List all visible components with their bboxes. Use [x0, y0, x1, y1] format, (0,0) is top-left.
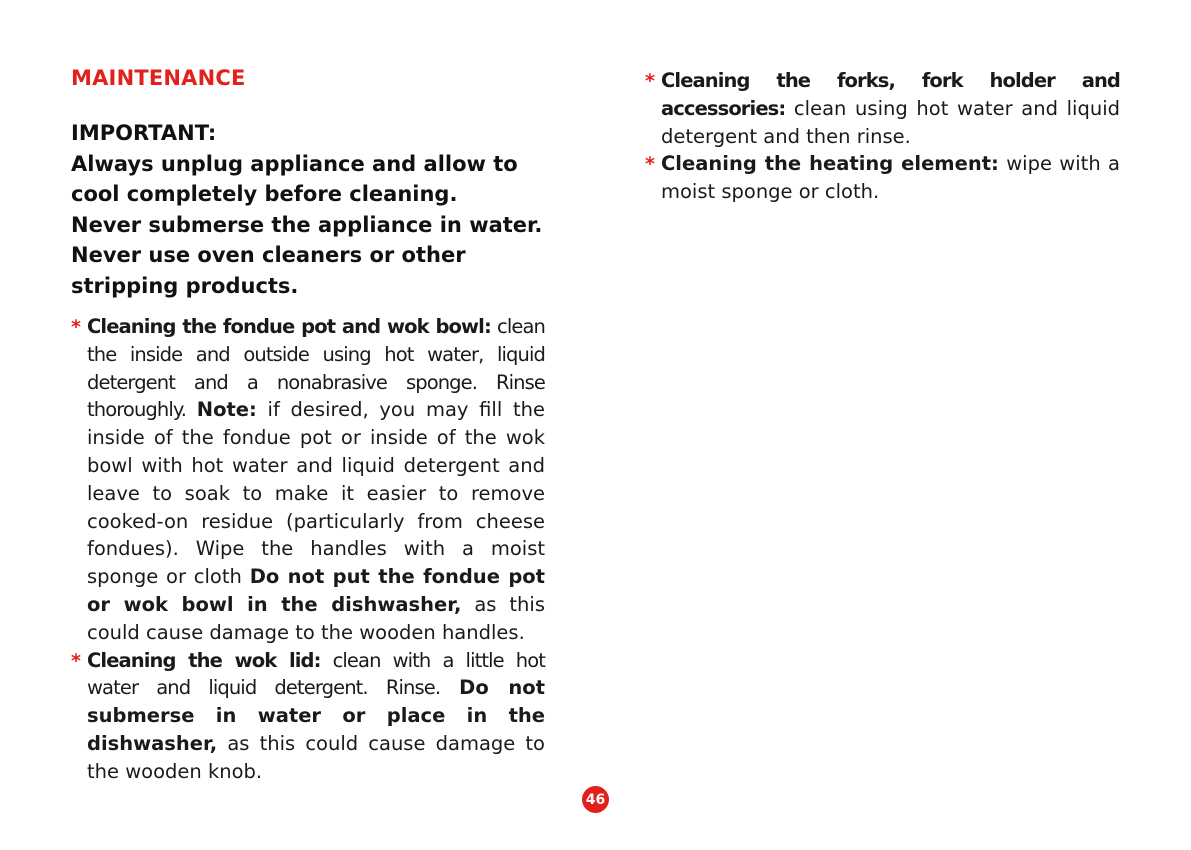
asterisk-icon: * [71, 316, 81, 338]
asterisk-icon: * [645, 70, 655, 92]
important-line-cleaners: Never use oven cleaners or other stripping products. [71, 243, 466, 298]
note-label: Note: [196, 398, 257, 422]
important-line-submerse: Never submerse the appliance in water. [71, 212, 543, 237]
important-label: IMPORTANT: [71, 121, 217, 145]
item-text: clean the inside and outside using hot water, liquid detergent and a nonabrasive sponge. Rinse thoroughly. [87, 315, 545, 422]
asterisk-icon: * [71, 649, 81, 672]
item-text: if desired, you may fill the inside of the fondue pot or inside of the wok bowl with hot water and liquid detergent and leave to soak to make it easier to remove cooked-on residue (particularly from cheese fondues). Wipe the handles with a moist sponge or cloth [87, 398, 545, 589]
list-item-fondue-pot [71, 313, 545, 647]
item-heading: Cleaning the fondue pot and wok bowl: [87, 315, 491, 338]
item-text: clean using hot water and liquid detergent and then rinse. [661, 96, 1120, 148]
item-heading: Cleaning the heating element: [661, 152, 999, 176]
item-text: wipe with a moist sponge or cloth. [661, 152, 1120, 204]
section-title: MAINTENANCE [71, 66, 246, 90]
important-line-unplug: Always unplug appliance and allow to cool completely before cleaning. [71, 151, 518, 206]
item-text: as this could cause damage to the wooden handles. [87, 592, 545, 644]
cleaning-list-left [71, 313, 545, 786]
item-text: as this could cause damage to the wooden knob. [87, 731, 545, 783]
page-number-badge: 46 [582, 786, 609, 813]
item-text: clean with a little hot water and liquid detergent. Rinse. [87, 648, 546, 700]
asterisk-icon: * [645, 153, 655, 176]
cleaning-list-right [645, 67, 1120, 206]
item-warning: Do not put the fondue pot or wok bowl in the dishwasher, [87, 565, 545, 616]
item-heading: Cleaning the forks, fork holder and accessories: [661, 69, 1120, 120]
list-item-forks [645, 67, 1120, 150]
item-warning: Do not submerse in water or place in the dishwasher, [87, 676, 545, 755]
list-item-wok-lid [71, 647, 545, 786]
list-item-heating-element [645, 150, 1120, 206]
item-heading: Cleaning the wok lid: [87, 648, 321, 672]
important-notice [71, 118, 551, 301]
